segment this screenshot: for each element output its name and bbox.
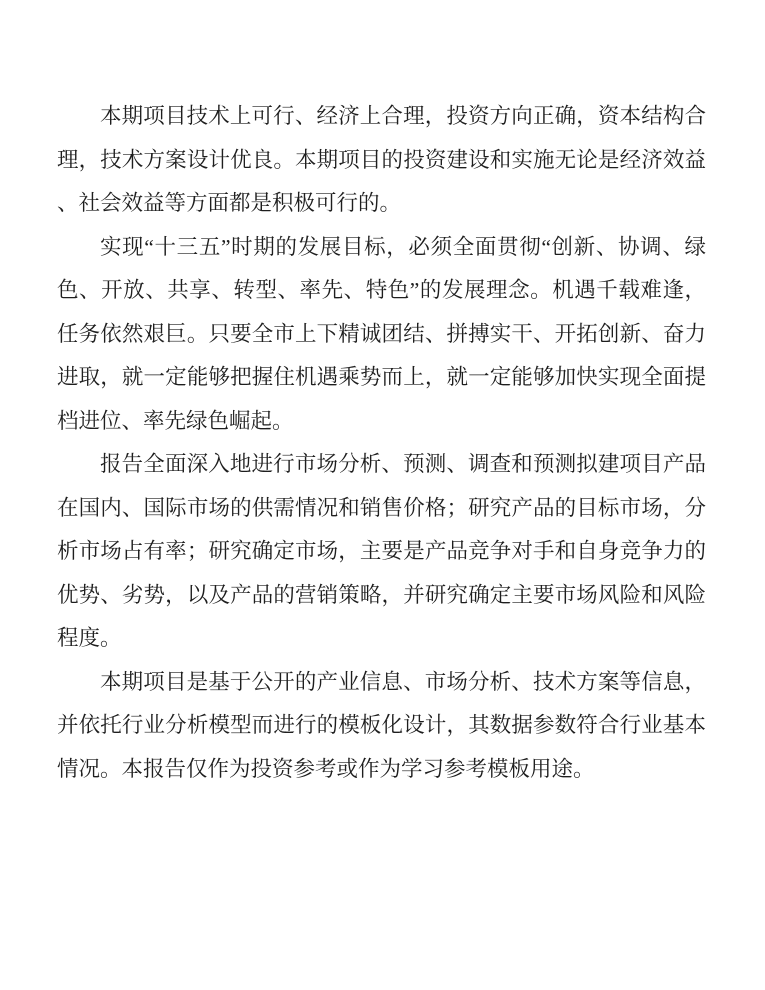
paragraph-feasibility-conclusion: 本期项目技术上可行、经济上合理，投资方向正确，资本结构合理，技术方案设计优良。本期项目的投资建设和实施无论是经济效益、社会效益等方面都是积极可行的。 (57, 104, 706, 215)
paragraph-disclaimer: 本期项目是基于公开的产业信息、市场分析、技术方案等信息，并依托行业分析模型而进行的模板化设计，其数据参数符合行业基本情况。本报告仅作为投资参考或作为学习参考模板用途。 (57, 669, 706, 781)
paragraph-market-analysis: 报告全面深入地进行市场分析、预测、调查和预测拟建项目产品在国内、国际市场的供需情况和销售价格；研究产品的目标市场，分析市场占有率；研究确定市场，主要是产品竞争对手和自身竞争力的优势、劣势，以及产品的营销策略，并研究确定主要市场风险和风险程度。 (57, 452, 706, 650)
paragraph-development-goals: 实现“十三五”时期的发展目标，必须全面贯彻“创新、协调、绿色、开放、共享、转型、率先、特色”的发展理念。机遇千载难逢，任务依然艰巨。只要全市上下精诚团结、拼搏实干、开拓创新、奋力进取，就一定能够把握住机遇乘势而上，就一定能够加快实现全面提档进位、率先绿色崛起。 (57, 234, 706, 433)
